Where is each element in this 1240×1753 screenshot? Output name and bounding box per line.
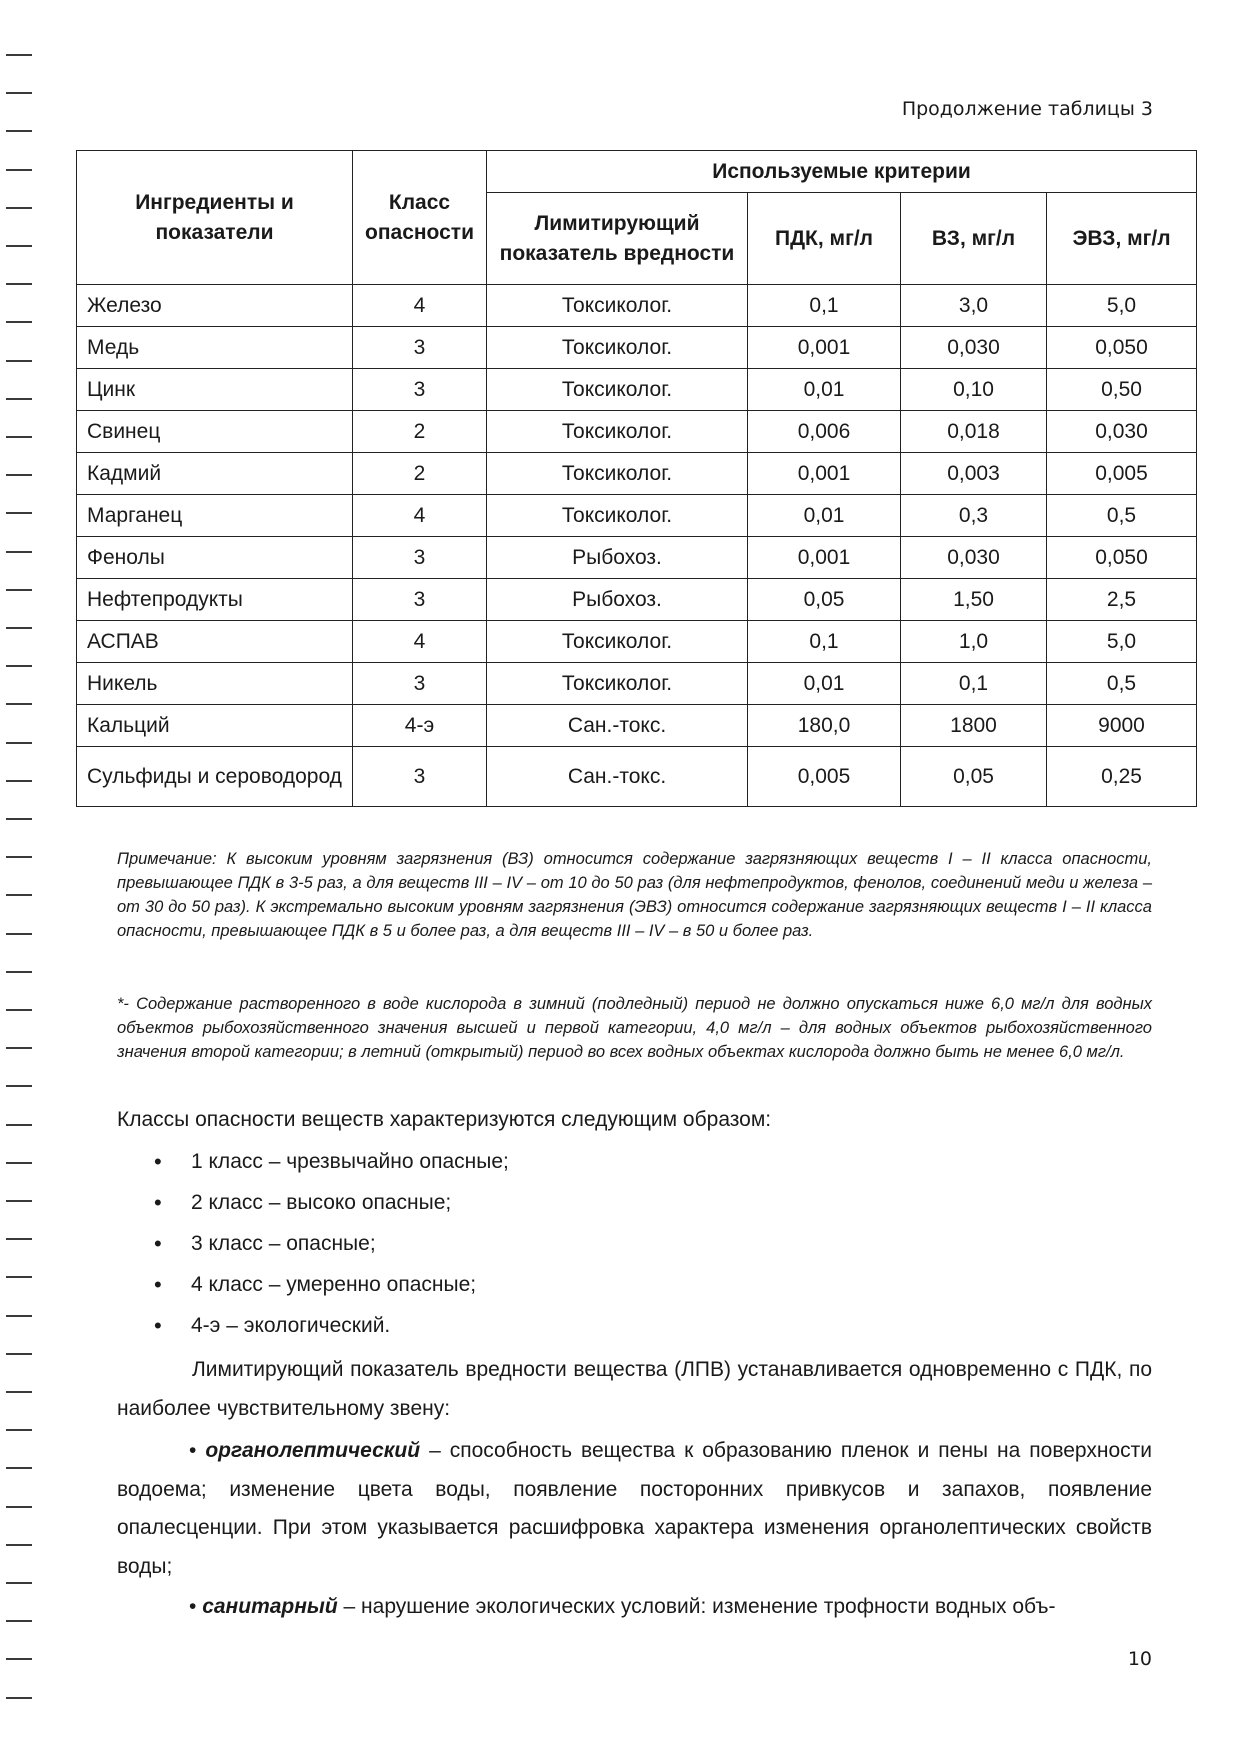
pdk-cell: 0,01 [748, 369, 901, 411]
header-hazard-class: Класс опасности [353, 151, 487, 285]
sanitary-text: – нарушение экологических условий: изменение трофности водных объ- [337, 1595, 1056, 1618]
binding-mark [6, 1391, 32, 1393]
binding-mark [6, 1162, 32, 1164]
organoleptic-text: – способность вещества к образованию пленок и пены на поверхности водоема; изменение цвета воды, появление посторонних привкусов и запахов, появление опалесценции. При этом указывается расшифровка характера изменения органолептических свойств воды; [117, 1439, 1152, 1578]
binding-marks [0, 0, 40, 1753]
binding-mark [6, 1467, 32, 1469]
binding-mark [6, 703, 32, 705]
hazard-class-cell: 4 [353, 285, 487, 327]
ingredient-cell: Свинец [77, 411, 353, 453]
binding-mark [6, 1506, 32, 1508]
binding-mark [6, 245, 32, 247]
header-criteria-group: Используемые критерии [487, 151, 1197, 193]
binding-mark [6, 1658, 32, 1660]
pdk-cell: 0,01 [748, 663, 901, 705]
limiting-indicator-cell: Токсиколог. [487, 621, 748, 663]
hazard-class-cell: 4 [353, 621, 487, 663]
binding-mark [6, 474, 32, 476]
pdk-cell: 180,0 [748, 705, 901, 747]
binding-mark [6, 436, 32, 438]
vz-cell: 0,05 [901, 747, 1047, 807]
table-row [77, 663, 1197, 705]
ingredient-cell: Марганец [77, 495, 353, 537]
binding-mark [6, 360, 32, 362]
hazard-class-cell: 3 [353, 747, 487, 807]
ingredient-cell: Фенолы [77, 537, 353, 579]
limiting-indicator-cell: Токсиколог. [487, 453, 748, 495]
ingredient-cell: Нефтепродукты [77, 579, 353, 621]
ingredient-cell: Медь [77, 327, 353, 369]
limiting-indicator-cell: Токсиколог. [487, 411, 748, 453]
binding-mark [6, 1009, 32, 1011]
limiting-indicator-cell: Рыбохоз. [487, 537, 748, 579]
limiting-indicator-cell: Токсиколог. [487, 285, 748, 327]
binding-mark [6, 856, 32, 858]
binding-mark [6, 321, 32, 323]
table-body [77, 285, 1197, 807]
evz-cell: 0,5 [1047, 663, 1197, 705]
limiting-indicator-cell: Сан.-токс. [487, 747, 748, 807]
binding-mark [6, 130, 32, 132]
list-item: • 4-э – экологический. [117, 1311, 509, 1352]
ingredient-cell: Железо [77, 285, 353, 327]
pollutant-criteria-table [76, 150, 1197, 807]
pdk-cell: 0,001 [748, 327, 901, 369]
table-row [77, 453, 1197, 495]
evz-cell: 0,050 [1047, 327, 1197, 369]
binding-mark [6, 92, 32, 94]
limiting-indicator-cell: Рыбохоз. [487, 579, 748, 621]
hazard-class-cell: 3 [353, 537, 487, 579]
binding-mark [6, 1697, 32, 1699]
binding-mark [6, 1238, 32, 1240]
table-continuation-label: Продолжение таблицы 3 [901, 98, 1153, 120]
binding-mark [6, 780, 32, 782]
binding-mark [6, 1315, 32, 1317]
vz-cell: 0,018 [901, 411, 1047, 453]
table-row [77, 621, 1197, 663]
page-number: 10 [1127, 1648, 1152, 1670]
ingredient-cell: Кальций [77, 705, 353, 747]
binding-mark [6, 1276, 32, 1278]
lpv-paragraph: Лимитирующий показатель вредности вещества (ЛПВ) устанавливается одновременно с ПДК, по наиболее чувствительному звену: [117, 1358, 1152, 1420]
binding-mark [6, 971, 32, 973]
binding-mark [6, 627, 32, 629]
binding-mark [6, 742, 32, 744]
vz-cell: 0,10 [901, 369, 1047, 411]
table-row [77, 537, 1197, 579]
vz-cell: 1,50 [901, 579, 1047, 621]
evz-cell: 0,5 [1047, 495, 1197, 537]
header-pdk: ПДК, мг/л [748, 193, 901, 285]
hazard-class-cell: 3 [353, 327, 487, 369]
list-item: • 1 класс – чрезвычайно опасные; [117, 1147, 509, 1188]
limiting-indicator-cell: Токсиколог. [487, 495, 748, 537]
evz-cell: 5,0 [1047, 621, 1197, 663]
binding-mark [6, 894, 32, 896]
table-row [77, 411, 1197, 453]
binding-mark [6, 1544, 32, 1546]
pdk-cell: 0,006 [748, 411, 901, 453]
hazard-class-cell: 4-э [353, 705, 487, 747]
binding-mark [6, 551, 32, 553]
list-item: • 2 класс – высоко опасные; [117, 1188, 509, 1229]
header-ingredients: Ингредиенты и показатели [77, 151, 353, 285]
binding-mark [6, 818, 32, 820]
hazard-class-cell: 4 [353, 495, 487, 537]
sanitary-paragraph [117, 1588, 1152, 1627]
evz-cell: 0,50 [1047, 369, 1197, 411]
binding-mark [6, 589, 32, 591]
pdk-cell: 0,001 [748, 537, 901, 579]
binding-mark [6, 512, 32, 514]
binding-mark [6, 1085, 32, 1087]
sanitary-term: санитарный [202, 1595, 338, 1618]
ingredient-cell: Кадмий [77, 453, 353, 495]
evz-cell: 2,5 [1047, 579, 1197, 621]
hazard-class-cell: 3 [353, 663, 487, 705]
limiting-indicator-cell: Токсиколог. [487, 663, 748, 705]
vz-cell: 1,0 [901, 621, 1047, 663]
table-row [77, 495, 1197, 537]
ingredient-cell: Сульфиды и сероводород [77, 747, 353, 807]
table-note: Примечание: К высоким уровням загрязнения (ВЗ) относится содержание загрязняющих веществ I – II класса опасности, превышающее ПДК в 3-5 раз, а для веществ III – IV – от 10 до 50 раз (для нефтепродуктов, фенолов, соединений меди и железа – от 30 до 50 раз). К экстремально высоким уровням загрязнения (ЭВЗ) относится содержание загрязняющих веществ I – II класса опасности, превышающее ПДК в 5 и более раз, а для веществ III – IV – в 50 и более раз. [117, 850, 1152, 940]
binding-mark [6, 1353, 32, 1355]
pdk-cell: 0,05 [748, 579, 901, 621]
table-row [77, 705, 1197, 747]
vz-cell: 0,030 [901, 537, 1047, 579]
binding-mark [6, 665, 32, 667]
hazard-class-cell: 2 [353, 453, 487, 495]
binding-mark [6, 283, 32, 285]
evz-cell: 0,050 [1047, 537, 1197, 579]
hazard-class-cell: 3 [353, 369, 487, 411]
evz-cell: 0,030 [1047, 411, 1197, 453]
binding-mark [6, 1429, 32, 1431]
binding-mark [6, 1582, 32, 1584]
binding-mark [6, 1200, 32, 1202]
bullet-marker: • [189, 1595, 197, 1618]
pdk-cell: 0,001 [748, 453, 901, 495]
table-row [77, 579, 1197, 621]
table-row [77, 747, 1197, 807]
table-row [77, 285, 1197, 327]
evz-cell: 9000 [1047, 705, 1197, 747]
pdk-cell: 0,1 [748, 285, 901, 327]
vz-cell: 1800 [901, 705, 1047, 747]
binding-mark [6, 398, 32, 400]
binding-mark [6, 1124, 32, 1126]
evz-cell: 0,005 [1047, 453, 1197, 495]
pdk-cell: 0,01 [748, 495, 901, 537]
limiting-indicator-cell: Токсиколог. [487, 327, 748, 369]
hazard-class-cell: 2 [353, 411, 487, 453]
oxygen-footnote: *- Содержание растворенного в воде кислорода в зимний (подледный) период не должно опускаться ниже 6,0 мг/л для водных объектов рыбохозяйственного значения высшей и первой категории, 4,0 мг/л – для водных объектов рыбохозяйственного значения второй категории; в летний (открытый) период во всех водных объектах кислорода должно быть не менее 6,0 мг/л. [117, 995, 1152, 1061]
table-row [77, 327, 1197, 369]
pdk-cell: 0,005 [748, 747, 901, 807]
vz-cell: 3,0 [901, 285, 1047, 327]
limiting-indicator-cell: Токсиколог. [487, 369, 748, 411]
limiting-indicator-cell: Сан.-токс. [487, 705, 748, 747]
binding-mark [6, 169, 32, 171]
pdk-cell: 0,1 [748, 621, 901, 663]
vz-cell: 0,3 [901, 495, 1047, 537]
evz-cell: 0,25 [1047, 747, 1197, 807]
ingredient-cell: Никель [77, 663, 353, 705]
ingredient-cell: Цинк [77, 369, 353, 411]
organoleptic-term: органолептический [205, 1439, 421, 1462]
header-evz: ЭВЗ, мг/л [1047, 193, 1197, 285]
organoleptic-paragraph [117, 1432, 1152, 1586]
header-limiting-indicator: Лимитирующий показатель вредности [487, 193, 748, 285]
binding-mark [6, 54, 32, 56]
hazard-classes-intro: Классы опасности веществ характеризуются следующим образом: [117, 1108, 772, 1131]
header-vz: ВЗ, мг/л [901, 193, 1047, 285]
hazard-class-cell: 3 [353, 579, 487, 621]
binding-mark [6, 207, 32, 209]
vz-cell: 0,003 [901, 453, 1047, 495]
binding-mark [6, 1047, 32, 1049]
list-item: • 3 класс – опасные; [117, 1229, 509, 1270]
binding-mark [6, 933, 32, 935]
vz-cell: 0,030 [901, 327, 1047, 369]
table-row [77, 369, 1197, 411]
bullet-marker: • [189, 1439, 197, 1462]
vz-cell: 0,1 [901, 663, 1047, 705]
binding-mark [6, 1620, 32, 1622]
evz-cell: 5,0 [1047, 285, 1197, 327]
hazard-classes-list [117, 1147, 509, 1352]
list-item: • 4 класс – умеренно опасные; [117, 1270, 509, 1311]
ingredient-cell: АСПАВ [77, 621, 353, 663]
